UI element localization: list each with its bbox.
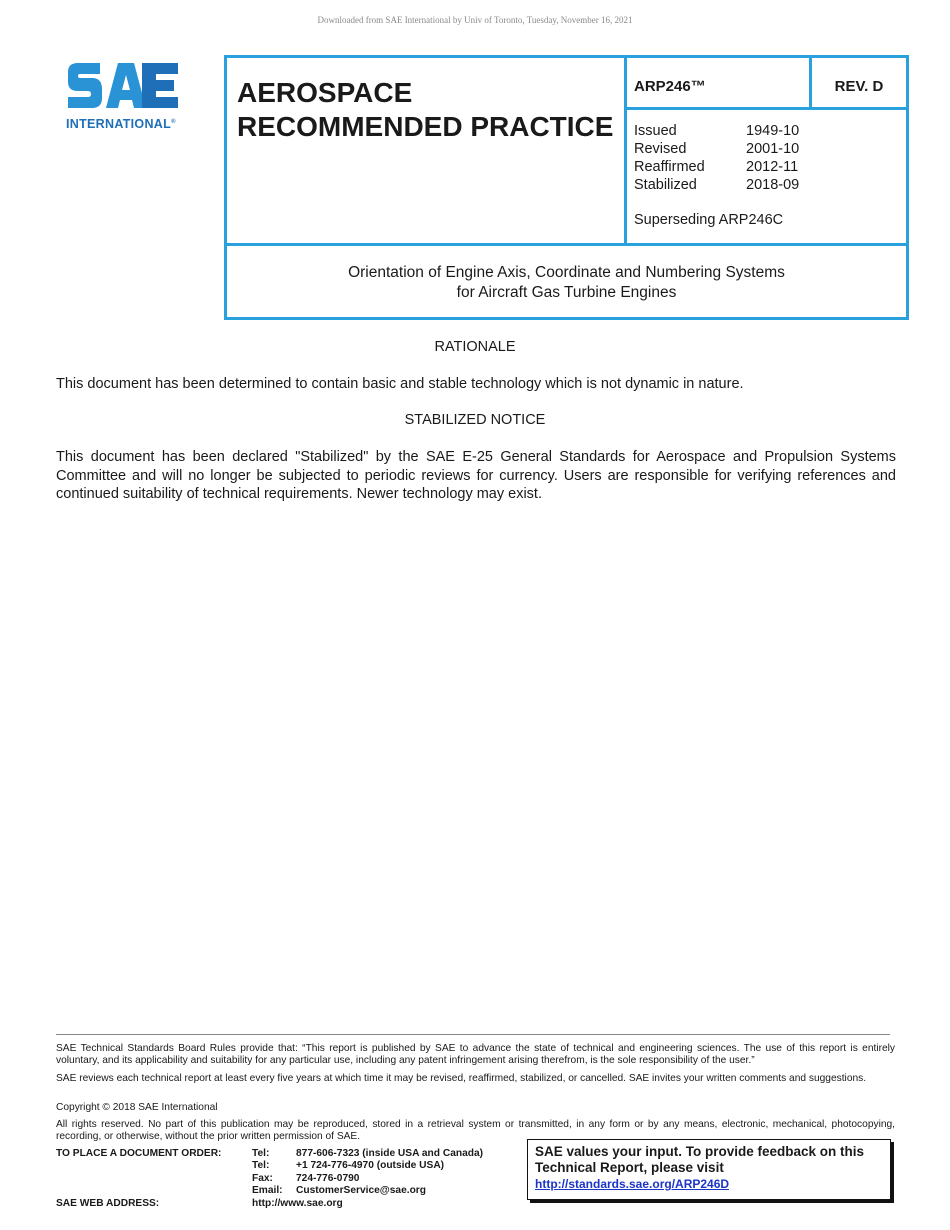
- revision-label: REV. D: [834, 78, 884, 95]
- rationale-text: This document has been determined to contain basic and stable technology which is not dynamic in nature.: [56, 376, 744, 392]
- footer-divider: [56, 1034, 890, 1035]
- contact-email: Email: CustomerService@sae.org: [252, 1185, 426, 1197]
- feedback-link[interactable]: http://standards.sae.org/ARP246D: [535, 1177, 730, 1191]
- stabilized-notice-text: This document has been declared "Stabilized" by the SAE E-25 General Standards for Aerospace and Propulsion Systems Committee and will no longer be subjected to periodic reviews for currency. Users are responsible for verifying references and continued suitability of technical requirements. Newer technology may exist.: [56, 449, 896, 502]
- dates-list: [634, 122, 799, 194]
- rationale-heading: RATIONALE: [434, 339, 516, 355]
- document-type-title: AEROSPACE RECOMMENDED PRACTICE: [237, 77, 614, 142]
- rights-reserved: All rights reserved. No part of this publication may be reproduced, stored in a retrieval system or transmitted, in any form or by any means, electronic, mechanical, photocopying, recording, or otherwise, without the prior written permission of SAE.: [56, 1119, 895, 1143]
- date-row-stabilized: Stabilized 2018-09: [634, 177, 800, 193]
- contact-tel-domestic: Tel: 877-606-7323 (inside USA and Canada): [252, 1148, 484, 1159]
- contact-tel-international: Tel: +1 724-776-4970 (outside USA): [252, 1160, 445, 1172]
- download-banner: Downloaded from SAE International by Univ of Toronto, Tuesday, November 16, 2021: [317, 15, 633, 25]
- review-notice: SAE reviews each technical report at least every five years at which time it may be revised, reaffirmed, stabilized, or cancelled. SAE invites your written comments and suggestions.: [56, 1073, 867, 1084]
- order-contacts: [252, 1148, 483, 1198]
- feedback-message: SAE values your input. To provide feedback on this Technical Report, please visit http://standards.sae.org/ARP246D: [535, 1144, 865, 1191]
- date-row-reaffirmed: Reaffirmed 2012-11: [634, 159, 799, 175]
- web-address-value: http://www.sae.org: [252, 1198, 343, 1209]
- date-row-revised: Revised 2001-10: [634, 141, 800, 157]
- contact-fax: Fax: 724-776-0790: [252, 1172, 360, 1184]
- date-row-issued: Issued 1949-10: [634, 123, 800, 139]
- copyright: Copyright © 2018 SAE International: [56, 1102, 218, 1113]
- logo-subtitle: INTERNATIONAL®: [66, 117, 176, 131]
- web-address-label: SAE WEB ADDRESS:: [56, 1198, 160, 1209]
- order-label: TO PLACE A DOCUMENT ORDER:: [56, 1148, 222, 1159]
- stabilized-notice-heading: STABILIZED NOTICE: [404, 412, 546, 428]
- doc-number: ARP246™: [634, 78, 706, 95]
- document-subject: Orientation of Engine Axis, Coordinate and Numbering Systems for Aircraft Gas Turbine Engines: [348, 264, 785, 301]
- superseding-note: Superseding ARP246C: [634, 212, 784, 228]
- standards-board-rules: SAE Technical Standards Board Rules provide that: “This report is published by SAE to advance the state of technical and engineering sciences. The use of this report is entirely voluntary, and its applicability and suitability for any particular use, including any patent infringement arising therefrom, is the sole responsibility of the user.”: [56, 1043, 895, 1067]
